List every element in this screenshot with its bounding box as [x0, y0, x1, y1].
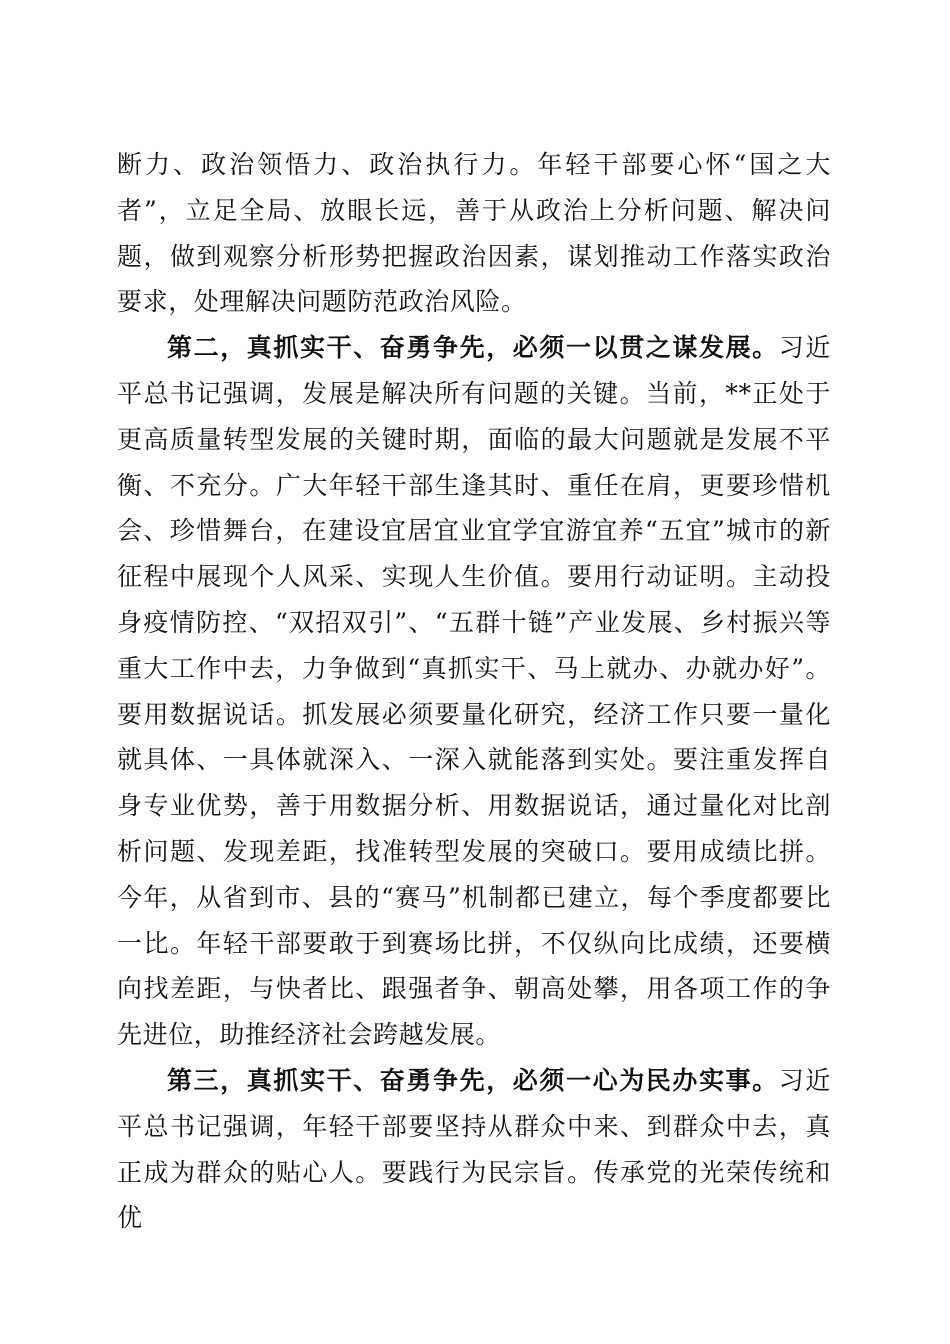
paragraph-heading: 第三，真抓实干、奋勇争先，必须一心为民办实事。: [167, 1065, 779, 1095]
paragraph-text: 习近平总书记强调，发展是解决所有问题的关键。当前，**正处于更高质量转型发展的关键时期，面临的最大问题就是发展不平衡、不充分。广大年轻干部生逢其时、重任在肩，更要珍惜机会、珍惜舞台，在建设宜居宜业宜学宜游宜养“五宜”城市的新征程中展现个人风采、实现人生价值。要用行动证明。主动投身疫情防控、“双招双引”、“五群十链”产业发展、乡村振兴等重大工作中去，力争做到“真抓实干、马上就办、办就办好”。要用数据说话。抓发展必须要量化研究，经济工作只要一量化就具体、一具体就深入、一深入就能落到实处。要注重发挥自身专业优势，善于用数据分析、用数据说话，通过量化对比剖析问题、发现差距，找准转型发展的突破口。要用成绩比拼。今年，从省到市、县的“赛马”机制都已建立，每个季度都要比一比。年轻干部要敢于到赛场比拼，不仅纵向比成绩，还要横向找差距，与快者比、跟强者争、朝高处攀，用各项工作的争先进位，助推经济社会跨越发展。: [117, 333, 831, 1050]
paragraph-text: 断力、政治领悟力、政治执行力。年轻干部要心怀“国之大者”，立足全局、放眼长远，善于从政治上分析问题、解决问题，做到观察分析形势把握政治因素，谋划推动工作落实政治要求，处理解决问题防范政治风险。: [117, 150, 831, 317]
body-text: [117, 142, 831, 1241]
paragraph-heading: 第二，真抓实干、奋勇争先，必须一以贯之谋发展。: [167, 333, 779, 363]
paragraph-second-point: [117, 325, 831, 1058]
paragraph-third-point: [117, 1058, 831, 1241]
paragraph-text: 习近平总书记强调，年轻干部要坚持从群众中来、到群众中去，真正成为群众的贴心人。要践行为民宗旨。传承党的光荣传统和优: [117, 1065, 831, 1233]
paragraph-continuation: [117, 142, 831, 325]
